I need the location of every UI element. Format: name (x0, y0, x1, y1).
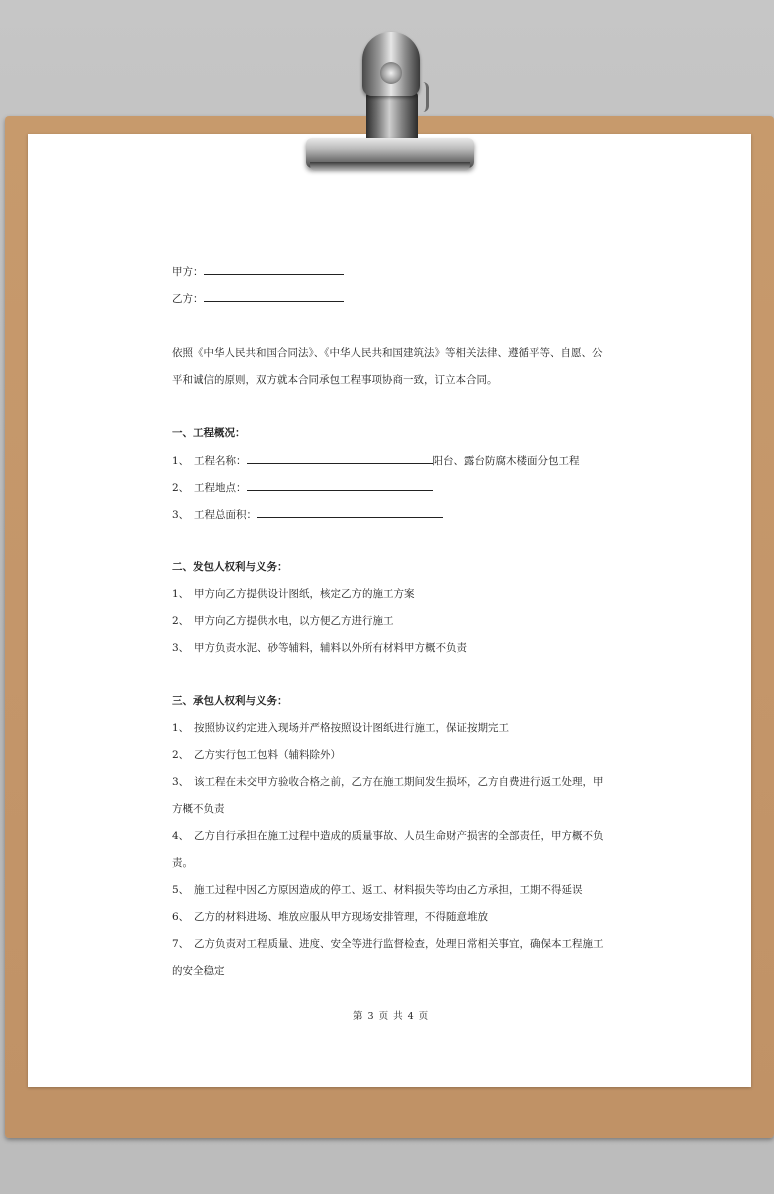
section1-heading: 一、工程概况： (172, 427, 246, 439)
item-number: 6、 (172, 911, 190, 923)
project-location-blank (247, 480, 433, 491)
item-number: 2、 (172, 482, 190, 494)
item-number: 1、 (172, 588, 190, 600)
section3-item-4 (172, 829, 604, 843)
section2-item-1 (172, 587, 415, 601)
section3-item-7-continued: 的安全稳定 (172, 965, 225, 977)
item-text: 按照协议约定进入现场并严格按照设计图纸进行施工，保证按期完工 (194, 722, 509, 734)
section1-item-3 (172, 507, 443, 522)
section3-item-1 (172, 721, 509, 735)
section2-heading: 二、发包人权利与义务： (172, 561, 288, 573)
section3-item-4-continued: 责。 (172, 857, 193, 869)
party-a-label: 甲方： (172, 266, 204, 278)
item-text: 乙方自行承担在施工过程中造成的质量事故、人员生命财产损害的全部责任，甲方概不负 (194, 830, 604, 842)
item-label: 工程总面积： (194, 509, 257, 521)
item-text: 乙方负责对工程质量、进度、安全等进行监督检查，处理日常相关事宜，确保本工程施工 (194, 938, 604, 950)
party-b-blank (204, 291, 344, 302)
section1-item-1 (172, 453, 580, 468)
party-a-blank (204, 264, 344, 275)
item-number: 2、 (172, 749, 190, 761)
item-text: 该工程在未交甲方验收合格之前，乙方在施工期间发生损坏，乙方自费进行返工处理，甲 (194, 776, 604, 788)
item-text: 甲方向乙方提供设计图纸，核定乙方的施工方案 (194, 588, 415, 600)
item-number: 2、 (172, 615, 190, 627)
party-b-label: 乙方： (172, 293, 204, 305)
item-number: 3、 (172, 776, 190, 788)
page-number: 第 3 页 共 4 页 (353, 1011, 430, 1022)
project-area-blank (257, 507, 443, 518)
section3-item-7 (172, 937, 604, 951)
section3-item-3 (172, 775, 604, 789)
item-number: 1、 (172, 455, 190, 467)
item-number: 4、 (172, 830, 190, 842)
party-b-line (172, 291, 344, 306)
item-text: 乙方实行包工包料（辅料除外） (194, 749, 341, 761)
item-number: 3、 (172, 509, 190, 521)
section2-item-3 (172, 641, 467, 655)
item-number: 3、 (172, 642, 190, 654)
section3-heading: 三、承包人权利与义务： (172, 695, 288, 707)
item-label: 工程名称： (194, 455, 247, 467)
section3-item-2 (172, 748, 341, 762)
section3-item-5 (172, 883, 583, 897)
item-number: 7、 (172, 938, 190, 950)
item-suffix: 阳台、露台防腐木楼面分包工程 (432, 455, 580, 467)
item-text: 乙方的材料进场、堆放应服从甲方现场安排管理，不得随意堆放 (194, 911, 488, 923)
section3-item-6 (172, 910, 488, 924)
project-name-blank (247, 453, 433, 464)
section3-item-3-continued: 方概不负责 (172, 803, 225, 815)
intro-line-1: 依照《中华人民共和国合同法》、《中华人民共和国建筑法》等相关法律、遵循平等、自愿、公 (172, 347, 603, 359)
party-a-line (172, 264, 344, 279)
item-text: 施工过程中因乙方原因造成的停工、返工、材料损失等均由乙方承担，工期不得延误 (194, 884, 583, 896)
item-number: 1、 (172, 722, 190, 734)
section1-item-2 (172, 480, 433, 495)
item-label: 工程地点： (194, 482, 247, 494)
binder-clip-icon (300, 22, 480, 182)
item-text: 甲方向乙方提供水电，以方便乙方进行施工 (194, 615, 394, 627)
item-number: 5、 (172, 884, 190, 896)
section2-item-2 (172, 614, 394, 628)
item-text: 甲方负责水泥、砂等辅料，辅料以外所有材料甲方概不负责 (194, 642, 467, 654)
intro-line-2: 平和诚信的原则，双方就本合同承包工程事项协商一致，订立本合同。 (172, 374, 498, 386)
